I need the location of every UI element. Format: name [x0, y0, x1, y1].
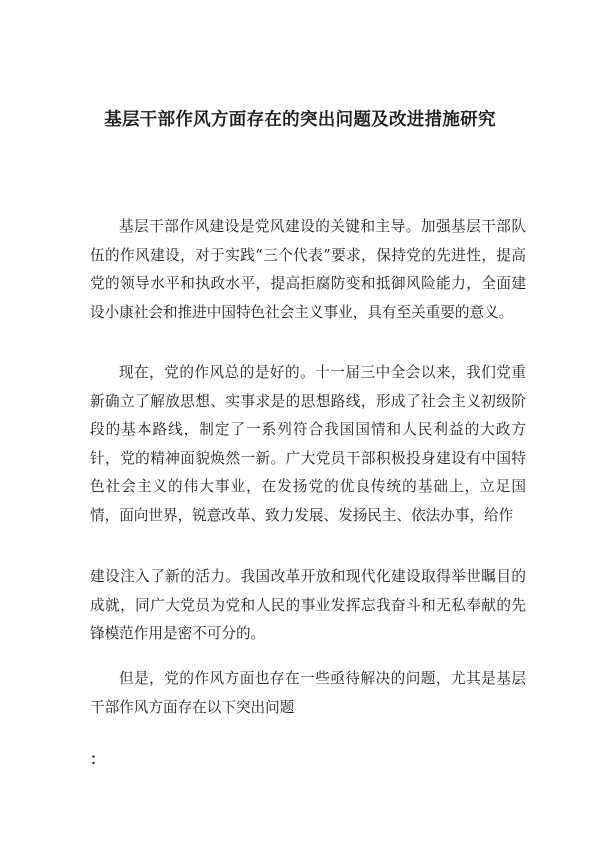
document-title: 基层干部作风方面存在的突出问题及改进措施研究: [104, 110, 496, 130]
paragraph-current-state: 现在，党的作风总的是好的。十一届三中全会以来，我们党重新确立了解放思想、实事求是的思想路线，形成了社会主义初级阶段的基本路线，制定了一系列符合我国国情和人民利益的大政方针，党的精神面貌焕然一新。广大党员干部积极投身建设有中国特色社会主义的伟大事业，在发扬党的优良传统的基础上，立足国情，面向世界，锐意改革、致力发展、发扬民主、依法办事，给作: [90, 364, 526, 524]
paragraph-problems: 但是，党的作风方面也存在一些亟待解决的问题，尤其是基层干部作风方面存在以下突出问题: [90, 670, 526, 716]
paragraph-intro: 基层干部作风建设是党风建设的关键和主导。加强基层干部队伍的作风建设，对于实践“三个代表”要求，保持党的先进性，提高党的领导水平和执政水平，提高拒腐防变和抵御风险能力，全面建设小康社会和推进中国特色社会主义事业，具有至关重要的意义。: [90, 218, 526, 321]
trailing-colon: ：: [90, 750, 106, 768]
paragraph-continuation: 建设注入了新的活力。我国改革开放和现代化建设取得举世瞩目的成就，同广大党员为党和人民的事业发挥忘我奋斗和无私奉献的先锋模范作用是密不可分的。: [90, 568, 526, 643]
